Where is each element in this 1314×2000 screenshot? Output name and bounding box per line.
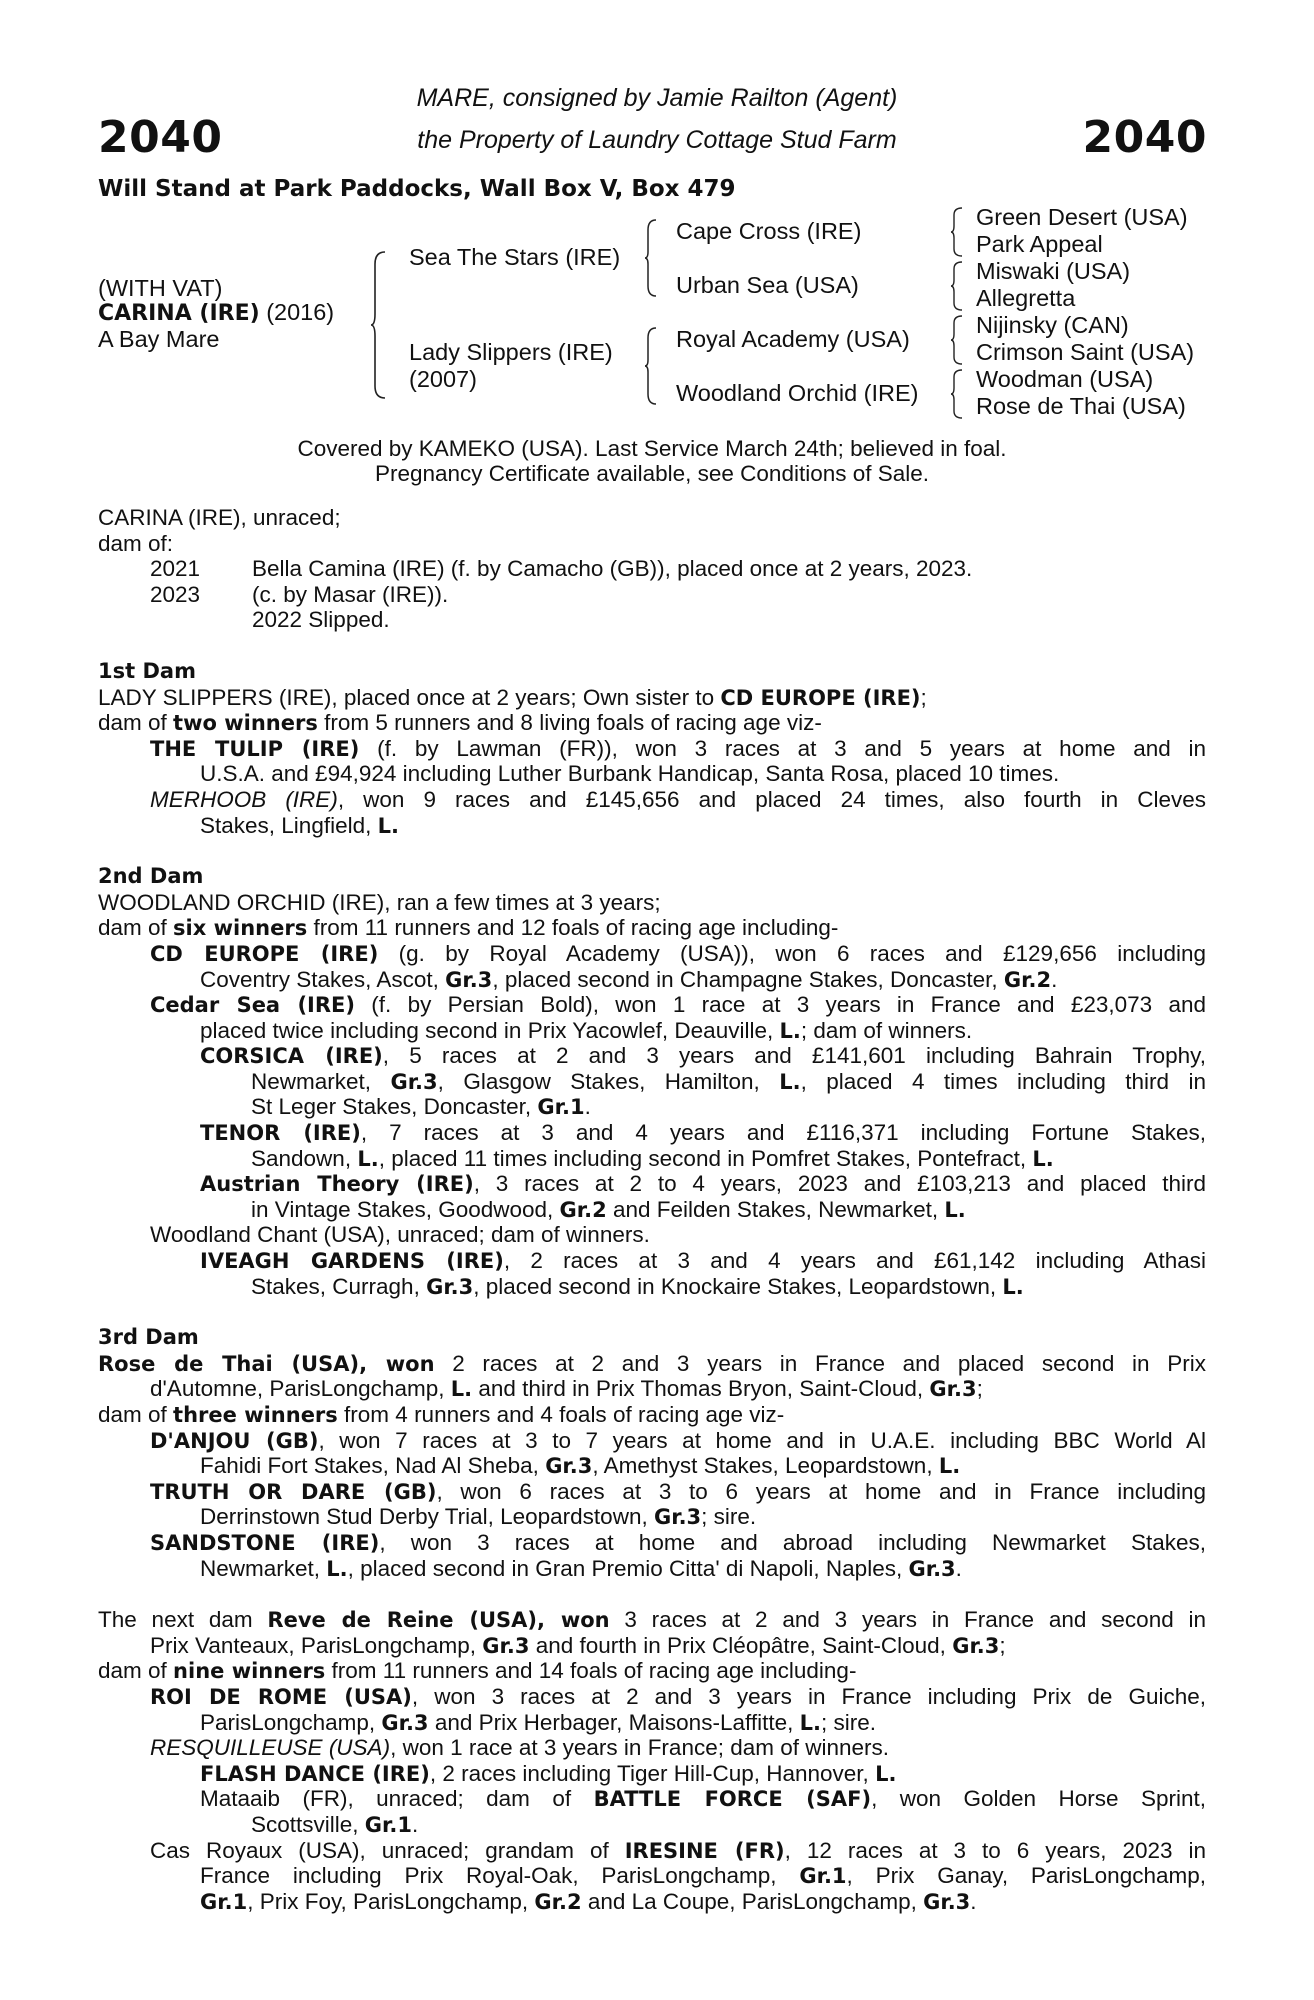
entry-austrian-theory: Austrian Theory (IRE), 3 races at 2 to 4 years, 2023 and £103,213 and placed third [200, 1171, 1206, 1197]
entry-iveagh-gardens-cont: Stakes, Curragh, Gr.3, placed second in Knockaire Stakes, Leopardstown, L. [251, 1273, 1024, 1299]
entry-danjou-cont: Fahidi Fort Stakes, Nad Al Sheba, Gr.3, Amethyst Stakes, Leopardstown, L. [200, 1453, 961, 1479]
great-grandparent-2: Park Appeal [976, 231, 1103, 257]
entry-cas-royaux-cont: France including Prix Royal-Oak, ParisLongchamp, Gr.1, Prix Ganay, ParisLongchamp, [200, 1863, 1206, 1889]
horse-title [98, 299, 334, 326]
entry-mataaib: Mataaib (FR), unraced; dam of BATTLE FORCE (SAF), won Golden Horse Sprint, [200, 1786, 1206, 1812]
stand-location: Will Stand at Park Paddocks, Wall Box V, Box 479 [98, 176, 736, 202]
entry-cd-europe-cont: Coventry Stakes, Ascot, Gr.3, placed second in Champagne Stakes, Doncaster, Gr.2. [200, 966, 1058, 992]
pedigree-brace-dam [644, 326, 658, 406]
entry-cas-royaux-cont2: Gr.1, Prix Foy, ParisLongchamp, Gr.2 and La Coupe, ParisLongchamp, Gr.3. [200, 1888, 977, 1914]
catalogue-body [98, 505, 1206, 1914]
entry-cas-royaux: Cas Royaux (USA), unraced; grandam of IRESINE (FR), 12 races at 3 to 6 years, 2023 in [150, 1837, 1206, 1863]
entry-the-tulip-cont: U.S.A. and £94,924 including Luther Burbank Handicap, Santa Rosa, placed 10 times. [200, 761, 1060, 787]
first-dam-summary: dam of two winners from 5 runners and 8 living foals of racing age viz- [98, 710, 822, 736]
second-dam-heading: 2nd Dam [98, 864, 204, 889]
second-dam-line: WOODLAND ORCHID (IRE), ran a few times at 3 years; [98, 889, 661, 915]
second-dam-summary: dam of six winners from 11 runners and 12 foals of racing age including- [98, 915, 839, 941]
entry-corsica-cont2: St Leger Stakes, Doncaster, Gr.1. [251, 1094, 591, 1120]
consignor-line-2: the Property of Laundry Cottage Stud Farm [417, 126, 897, 154]
entry-merhoob: MERHOOB (IRE), won 9 races and £145,656 and placed 24 times, also fourth in Cleves [150, 786, 1206, 812]
third-dam-heading: 3rd Dam [98, 1325, 199, 1350]
great-grandparent-3: Miswaki (USA) [976, 258, 1131, 284]
great-grandparent-7: Woodman (USA) [976, 366, 1154, 392]
third-dam-line-cont: d'Automne, ParisLongchamp, L. and third in Prix Thomas Bryon, Saint-Cloud, Gr.3; [150, 1376, 983, 1402]
lot-number-left: 2040 [98, 112, 223, 163]
grandsire-maternal: Royal Academy (USA) [676, 326, 910, 352]
great-grandparent-8: Rose de Thai (USA) [976, 393, 1186, 419]
pedigree-brace-gg2 [950, 260, 964, 312]
produce-intro: CARINA (IRE), unraced; [98, 505, 341, 530]
entry-roi-de-rome: ROI DE ROME (USA), won 3 races at 2 and 3 years in France including Prix de Guiche, [150, 1683, 1206, 1709]
entry-woodland-chant: Woodland Chant (USA), unraced; dam of winners. [150, 1222, 650, 1248]
great-grandparent-1: Green Desert (USA) [976, 204, 1188, 230]
entry-corsica: CORSICA (IRE), 5 races at 2 and 3 years and £141,601 including Bahrain Trophy, [200, 1043, 1206, 1069]
foal-text: Bella Camina (IRE) (f. by Camacho (GB)), placed once at 2 years, 2023. [252, 556, 973, 582]
entry-corsica-cont: Newmarket, Gr.3, Glasgow Stakes, Hamilton, L., placed 4 times including third in [251, 1068, 1206, 1094]
first-dam-heading: 1st Dam [98, 658, 196, 683]
horse-name: CARINA (IRE) [98, 301, 260, 326]
pedigree-brace-sire [644, 218, 658, 298]
pedigree-brace-gg3 [950, 314, 964, 366]
entry-roi-de-rome-cont: ParisLongchamp, Gr.3 and Prix Herbager, Maisons-Laffitte, L.; sire. [200, 1709, 876, 1735]
produce-foal-2022 [98, 607, 1206, 633]
covered-line-2: Pregnancy Certificate available, see Conditions of Sale. [374, 461, 930, 486]
entry-sandstone: SANDSTONE (IRE), won 3 races at home and abroad including Newmarket Stakes, [150, 1529, 1206, 1555]
entry-tenor-cont: Sandown, L., placed 11 times including second in Pomfret Stakes, Pontefract, L. [251, 1145, 1054, 1171]
entry-truth-or-dare: TRUTH OR DARE (GB), won 6 races at 3 to 6 years at home and in France including [150, 1478, 1207, 1504]
entry-cd-europe: CD EUROPE (IRE) (g. by Royal Academy (USA)), won 6 races and £129,656 including [150, 940, 1207, 966]
produce-foal-2021 [98, 556, 1206, 582]
foal-text: (c. by Masar (IRE)). [252, 581, 449, 607]
granddam-maternal: Woodland Orchid (IRE) [676, 380, 919, 406]
consignor-line-1: MARE, consigned by Jamie Railton (Agent) [416, 84, 898, 112]
grandsire-paternal: Cape Cross (IRE) [676, 218, 862, 244]
entry-austrian-theory-cont: in Vintage Stakes, Goodwood, Gr.2 and Feilden Stakes, Newmarket, L. [251, 1196, 966, 1222]
vat-note: (WITH VAT) [98, 275, 223, 301]
pedigree-brace-gg1 [950, 206, 964, 258]
entry-resquilleuse: RESQUILLEUSE (USA), won 1 race at 3 years in France; dam of winners. [150, 1735, 890, 1761]
entry-danjou: D'ANJOU (GB), won 7 races at 3 to 7 years at home and in U.A.E. including BBC World Al [150, 1427, 1206, 1453]
third-dam-line: Rose de Thai (USA), won 2 races at 2 and 3 years in France and placed second in Prix [98, 1350, 1206, 1376]
produce-foal-2023 [98, 582, 1206, 608]
dam-year: (2007) [409, 366, 477, 392]
entry-merhoob-cont: Stakes, Lingfield, L. [200, 812, 399, 838]
entry-cedar-sea-cont: placed twice including second in Prix Yacowlef, Deauville, L.; dam of winners. [200, 1017, 973, 1043]
next-dam-summary: dam of nine winners from 11 runners and 14 foals of racing age including- [98, 1658, 857, 1684]
entry-truth-or-dare-cont: Derrinstown Stud Derby Trial, Leopardstown, Gr.3; sire. [200, 1504, 757, 1530]
pedigree-brace-gg4 [950, 368, 964, 420]
covered-line-1: Covered by KAMEKO (USA). Last Service March 24th; believed in foal. [297, 436, 1007, 461]
third-dam-summary: dam of three winners from 4 runners and 4 foals of racing age viz- [98, 1402, 785, 1427]
next-dam-line-cont: Prix Vanteaux, ParisLongchamp, Gr.3 and fourth in Prix Cléopâtre, Saint-Cloud, Gr.3; [150, 1632, 1006, 1658]
horse-description: A Bay Mare [98, 326, 220, 352]
first-dam-line: LADY SLIPPERS (IRE), placed once at 2 years; Own sister to CD EUROPE (IRE); [98, 684, 927, 710]
entry-tenor: TENOR (IRE), 7 races at 3 and 4 years and £116,371 including Fortune Stakes, [200, 1120, 1206, 1146]
sire-name: Sea The Stars (IRE) [409, 244, 621, 270]
produce-dam-of: dam of: [98, 530, 174, 556]
foal-text: 2022 Slipped. [252, 607, 390, 633]
foal-year: 2023 [150, 581, 201, 607]
entry-cedar-sea: Cedar Sea (IRE) (f. by Persian Bold), won 1 race at 3 years in France and £23,073 and [150, 992, 1206, 1018]
next-dam-line: The next dam Reve de Reine (USA), won 3 races at 2 and 3 years in France and second in [98, 1607, 1207, 1633]
great-grandparent-4: Allegretta [976, 285, 1076, 311]
entry-sandstone-cont: Newmarket, L., placed second in Gran Premio Citta' di Napoli, Naples, Gr.3. [200, 1555, 962, 1581]
foal-year: 2021 [150, 556, 201, 582]
great-grandparent-5: Nijinsky (CAN) [976, 312, 1129, 338]
horse-year: (2016) [266, 299, 335, 325]
entry-the-tulip: THE TULIP (IRE) (f. by Lawman (FR)), won 3 races at 3 and 5 years at home and in [150, 735, 1206, 761]
entry-mataaib-cont: Scottsville, Gr.1. [251, 1811, 419, 1837]
dam-name: Lady Slippers (IRE) [409, 339, 613, 365]
entry-flash-dance: FLASH DANCE (IRE), 2 races including Tiger Hill-Cup, Hannover, L. [200, 1760, 897, 1786]
pedigree-brace-main [370, 250, 388, 400]
lot-number-right: 2040 [1082, 112, 1207, 163]
entry-iveagh-gardens: IVEAGH GARDENS (IRE), 2 races at 3 and 4 years and £61,142 including Athasi [200, 1248, 1206, 1274]
great-grandparent-6: Crimson Saint (USA) [976, 339, 1195, 365]
granddam-paternal: Urban Sea (USA) [676, 272, 859, 298]
